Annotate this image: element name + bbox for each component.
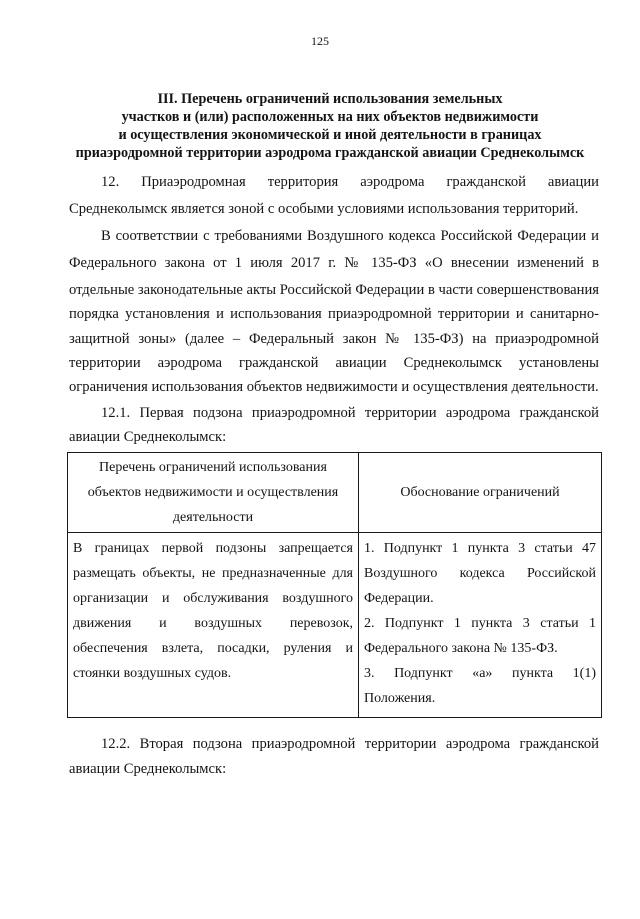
- restriction-line: В границах первой подзоны запрещается: [73, 541, 353, 556]
- header-line: деятельности: [172, 510, 254, 525]
- header-cell-restrictions: [68, 453, 359, 533]
- paragraph-law-line: территории аэродрома гражданской авиации Среднеколымск установлены: [69, 355, 599, 371]
- heading-line: участков и (или) расположенных на них объектов недвижимости: [121, 109, 539, 125]
- paragraph-law-line: ограничения использования объектов недвижимости и осуществления деятельности.: [69, 379, 599, 395]
- basis-line: 1. Подпункт 1 пункта 3 статьи 47: [364, 541, 596, 556]
- restrictions-table: [67, 452, 602, 718]
- heading-line: и осуществления экономической и иной деятельности в границах: [118, 127, 542, 143]
- restriction-cell: [68, 533, 359, 718]
- paragraph-12-2-line: 12.2. Вторая подзона приаэродромной территории аэродрома гражданской: [101, 736, 599, 752]
- header-line: Перечень ограничений использования: [99, 460, 327, 475]
- basis-line: Федерального закона № 135-ФЗ.: [364, 641, 558, 656]
- heading-line: III. Перечень ограничений использования земельных: [157, 91, 503, 107]
- restriction-line: размещать объекты, не предназначенные для: [73, 566, 353, 581]
- paragraph-12-2-line: авиации Среднеколымск:: [69, 761, 227, 777]
- paragraph-12-line: Среднеколымск является зоной с особыми условиями использования территорий.: [69, 201, 579, 217]
- paragraph-12-line: 12. Приаэродромная территория аэродрома гражданской авиации: [101, 174, 599, 190]
- basis-cell: [359, 533, 602, 718]
- basis-line: 3. Подпункт «а» пункта 1(1): [364, 666, 596, 681]
- basis-line: 2. Подпункт 1 пункта 3 статьи 1: [364, 616, 596, 631]
- restriction-line: организации и обслуживания воздушного: [73, 591, 353, 606]
- heading-line: приаэродромной территории аэродрома гражданской авиации Среднеколымск: [75, 145, 585, 161]
- paragraph-12-1-line: авиации Среднеколымск:: [69, 429, 227, 445]
- section-heading: [62, 90, 598, 162]
- restriction-line: стоянки воздушных судов.: [73, 666, 232, 681]
- paragraph-law-line: порядка установления и использования приаэродромной территории и санитарно-: [69, 306, 599, 322]
- restriction-line: обеспечения взлета, посадки, руления и: [73, 641, 353, 656]
- paragraph-12-1-line: 12.1. Первая подзона приаэродромной территории аэродрома гражданской: [101, 405, 599, 421]
- paragraph-law-line: защитной зоны» (далее – Федеральный закон № 135-ФЗ) на приаэродромной: [69, 331, 599, 347]
- header-cell-basis: Обоснование ограничений: [359, 453, 602, 533]
- header-line: объектов недвижимости и осуществления: [87, 485, 339, 500]
- table-row: [68, 533, 602, 718]
- restriction-line: движения и воздушных перевозок,: [73, 616, 353, 631]
- basis-line: Федерации.: [364, 591, 434, 606]
- page-number: 125: [311, 34, 329, 48]
- table-header-row: [68, 453, 602, 533]
- paragraph-law-line: отдельные законодательные акты Российской Федерации в части совершенствования: [69, 282, 599, 298]
- paragraph-law-line: Федерального закона от 1 июля 2017 г. № 135-ФЗ «О внесении изменений в: [69, 255, 599, 271]
- basis-line: Воздушного кодекса Российской: [364, 566, 596, 581]
- paragraph-law-line: В соответствии с требованиями Воздушного кодекса Российской Федерации и: [101, 228, 599, 244]
- basis-line: Положения.: [364, 691, 436, 706]
